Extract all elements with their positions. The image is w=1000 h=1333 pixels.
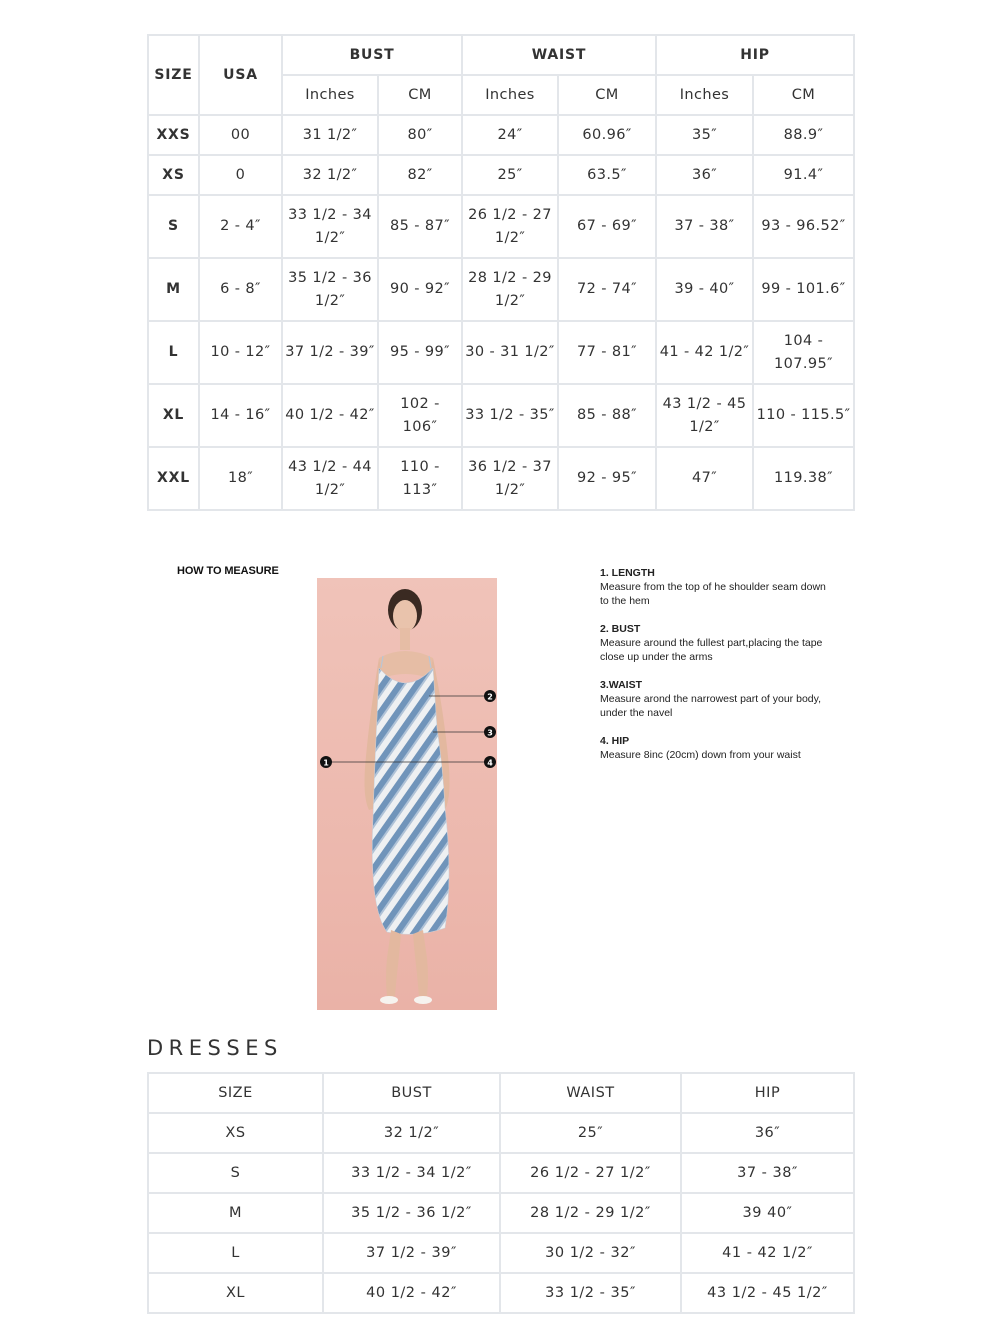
subheader-waist-inches: Inches <box>462 75 558 115</box>
dress-cell-size: S <box>148 1153 323 1193</box>
cell-hip-inches: 43 1/2 - 45 1/2″ <box>656 384 753 447</box>
model-neck <box>400 628 410 650</box>
dress-cell-waist: 30 1/2 - 32″ <box>500 1233 681 1273</box>
dress-header-hip: HIP <box>681 1073 854 1113</box>
cell-bust-cm: 95 - 99″ <box>378 321 462 384</box>
subheader-bust-inches: Inches <box>282 75 378 115</box>
table-row <box>148 1193 854 1233</box>
table-row <box>148 155 854 195</box>
header-bust: BUST <box>282 35 462 75</box>
dress-cell-hip: 37 - 38″ <box>681 1153 854 1193</box>
cell-bust-cm: 102 - 106″ <box>378 384 462 447</box>
model-left-shoe <box>380 996 398 1004</box>
marker-4 <box>484 756 496 768</box>
dress-cell-hip: 41 - 42 1/2″ <box>681 1233 854 1273</box>
table-row <box>148 1153 854 1193</box>
cell-hip-cm: 91.4″ <box>753 155 854 195</box>
model-shoulders <box>379 651 433 678</box>
table-row <box>148 447 854 510</box>
cell-waist-cm: 60.96″ <box>558 115 656 155</box>
instruction-title: 1. LENGTH <box>600 567 655 579</box>
table-row <box>148 195 854 258</box>
dresses-table <box>147 1072 855 1314</box>
measure-instructions <box>600 566 830 776</box>
dress-cell-bust: 35 1/2 - 36 1/2″ <box>323 1193 500 1233</box>
table-row <box>148 258 854 321</box>
cell-hip-cm: 99 - 101.6″ <box>753 258 854 321</box>
dress-cell-size: L <box>148 1233 323 1273</box>
instruction-text: Measure around the fullest part,placing the tape close up under the arms <box>600 637 823 663</box>
dress-cell-size: M <box>148 1193 323 1233</box>
cell-usa: 00 <box>199 115 282 155</box>
cell-bust-cm: 82″ <box>378 155 462 195</box>
cell-hip-inches: 47″ <box>656 447 753 510</box>
cell-bust-inches: 40 1/2 - 42″ <box>282 384 378 447</box>
cell-bust-inches: 31 1/2″ <box>282 115 378 155</box>
dress-header-bust: BUST <box>323 1073 500 1113</box>
svg-text:2: 2 <box>487 692 493 702</box>
cell-waist-inches: 30 - 31 1/2″ <box>462 321 558 384</box>
cell-usa: 2 - 4″ <box>199 195 282 258</box>
cell-hip-inches: 36″ <box>656 155 753 195</box>
marker-3 <box>484 726 496 738</box>
cell-usa: 0 <box>199 155 282 195</box>
dress-cell-hip: 39 40″ <box>681 1193 854 1233</box>
marker-2 <box>484 690 496 702</box>
instruction-length <box>600 566 830 608</box>
size-chart-table <box>147 34 855 511</box>
cell-size: XS <box>148 155 199 195</box>
table-row <box>148 384 854 447</box>
svg-text:4: 4 <box>487 758 493 768</box>
header-waist: WAIST <box>462 35 656 75</box>
cell-size: L <box>148 321 199 384</box>
model-photo <box>317 578 497 1010</box>
cell-waist-cm: 77 - 81″ <box>558 321 656 384</box>
header-usa: USA <box>199 35 282 115</box>
cell-hip-inches: 41 - 42 1/2″ <box>656 321 753 384</box>
marker-1 <box>320 756 332 768</box>
cell-usa: 18″ <box>199 447 282 510</box>
dress-cell-size: XS <box>148 1113 323 1153</box>
cell-usa: 6 - 8″ <box>199 258 282 321</box>
dress-cell-hip: 36″ <box>681 1113 854 1153</box>
dress-cell-waist: 28 1/2 - 29 1/2″ <box>500 1193 681 1233</box>
cell-waist-inches: 24″ <box>462 115 558 155</box>
dress-cell-bust: 40 1/2 - 42″ <box>323 1273 500 1313</box>
cell-bust-inches: 35 1/2 - 36 1/2″ <box>282 258 378 321</box>
model-right-shoe <box>414 996 432 1004</box>
cell-waist-cm: 72 - 74″ <box>558 258 656 321</box>
cell-bust-inches: 33 1/2 - 34 1/2″ <box>282 195 378 258</box>
dress-cell-waist: 25″ <box>500 1113 681 1153</box>
cell-hip-cm: 104 - 107.95″ <box>753 321 854 384</box>
dress-cell-waist: 26 1/2 - 27 1/2″ <box>500 1153 681 1193</box>
dress-cell-bust: 33 1/2 - 34 1/2″ <box>323 1153 500 1193</box>
table-row <box>148 1113 854 1153</box>
cell-waist-inches: 33 1/2 - 35″ <box>462 384 558 447</box>
cell-waist-cm: 85 - 88″ <box>558 384 656 447</box>
dress-header-waist: WAIST <box>500 1073 681 1113</box>
cell-size: XXS <box>148 115 199 155</box>
cell-usa: 14 - 16″ <box>199 384 282 447</box>
cell-waist-inches: 36 1/2 - 37 1/2″ <box>462 447 558 510</box>
cell-hip-cm: 110 - 115.5″ <box>753 384 854 447</box>
svg-text:1: 1 <box>323 758 329 768</box>
instruction-hip <box>600 734 830 762</box>
instruction-title: 3.WAIST <box>600 679 643 691</box>
instruction-waist <box>600 678 830 720</box>
svg-text:3: 3 <box>487 728 493 738</box>
cell-hip-inches: 35″ <box>656 115 753 155</box>
cell-waist-inches: 25″ <box>462 155 558 195</box>
table-row <box>148 1233 854 1273</box>
cell-hip-cm: 93 - 96.52″ <box>753 195 854 258</box>
cell-bust-cm: 85 - 87″ <box>378 195 462 258</box>
dress-cell-waist: 33 1/2 - 35″ <box>500 1273 681 1313</box>
cell-bust-inches: 32 1/2″ <box>282 155 378 195</box>
table-row <box>148 115 854 155</box>
instruction-bust <box>600 622 830 664</box>
cell-bust-inches: 37 1/2 - 39″ <box>282 321 378 384</box>
dress-cell-size: XL <box>148 1273 323 1313</box>
table-row <box>148 1273 854 1313</box>
dress-cell-bust: 37 1/2 - 39″ <box>323 1233 500 1273</box>
header-hip: HIP <box>656 35 854 75</box>
dresses-title: DRESSES <box>147 1036 283 1060</box>
cell-size: XL <box>148 384 199 447</box>
cell-waist-cm: 67 - 69″ <box>558 195 656 258</box>
cell-waist-inches: 28 1/2 - 29 1/2″ <box>462 258 558 321</box>
cell-size: XXL <box>148 447 199 510</box>
cell-waist-cm: 63.5″ <box>558 155 656 195</box>
cell-hip-cm: 119.38″ <box>753 447 854 510</box>
cell-bust-cm: 80″ <box>378 115 462 155</box>
instruction-text: Measure arond the narrowest part of your body, under the navel <box>600 693 822 719</box>
dress-cell-hip: 43 1/2 - 45 1/2″ <box>681 1273 854 1313</box>
cell-bust-cm: 90 - 92″ <box>378 258 462 321</box>
subheader-bust-cm: CM <box>378 75 462 115</box>
table-row <box>148 321 854 384</box>
dress-header-size: SIZE <box>148 1073 323 1113</box>
cell-hip-cm: 88.9″ <box>753 115 854 155</box>
cell-usa: 10 - 12″ <box>199 321 282 384</box>
subheader-waist-cm: CM <box>558 75 656 115</box>
cell-size: S <box>148 195 199 258</box>
instruction-text: Measure from the top of he shoulder seam down to the hem <box>600 581 826 607</box>
instruction-title: 4. HIP <box>600 735 630 747</box>
subheader-hip-inches: Inches <box>656 75 753 115</box>
dress-cell-bust: 32 1/2″ <box>323 1113 500 1153</box>
header-size: SIZE <box>148 35 199 115</box>
cell-bust-inches: 43 1/2 - 44 1/2″ <box>282 447 378 510</box>
cell-size: M <box>148 258 199 321</box>
cell-hip-inches: 39 - 40″ <box>656 258 753 321</box>
model-face <box>393 600 417 632</box>
cell-hip-inches: 37 - 38″ <box>656 195 753 258</box>
subheader-hip-cm: CM <box>753 75 854 115</box>
instruction-text: Measure 8inc (20cm) down from your waist <box>600 749 801 761</box>
instruction-title: 2. BUST <box>600 623 641 635</box>
how-to-measure-title: HOW TO MEASURE <box>177 565 279 577</box>
cell-bust-cm: 110 - 113″ <box>378 447 462 510</box>
cell-waist-inches: 26 1/2 - 27 1/2″ <box>462 195 558 258</box>
cell-waist-cm: 92 - 95″ <box>558 447 656 510</box>
